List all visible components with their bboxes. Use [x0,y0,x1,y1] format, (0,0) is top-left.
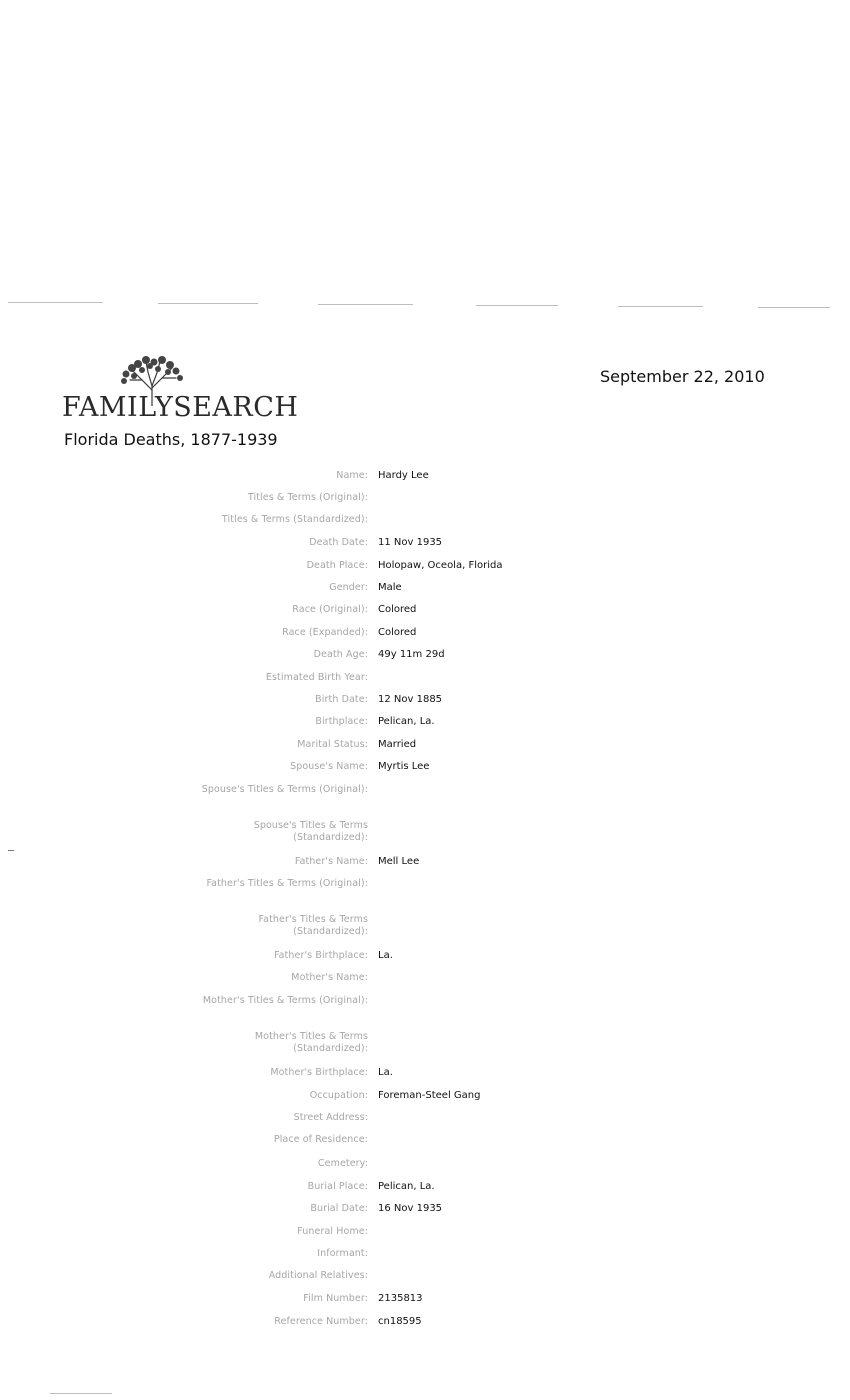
field-label: Place of Residence: [273,1134,368,1145]
field-label: Race (Expanded): [282,627,368,638]
field-label: Father's Titles & Terms (Standardized): [258,914,368,937]
field-label: Titles & Terms (Original): [247,492,368,503]
field-label: Marital Status: [297,739,368,750]
logo-wordmark: FAMILYSEARCH [62,392,299,423]
field-label: Mother's Name: [291,972,368,983]
field-value: 49y 11m 29d [378,649,445,660]
field-value: Foreman-Steel Gang [378,1090,481,1101]
field-value: 12 Nov 1885 [378,694,443,705]
field-label: Funeral Home: [297,1226,368,1237]
field-value: cn18595 [378,1316,422,1327]
field-label: Gender: [329,582,368,593]
field-label: Estimated Birth Year: [265,672,368,683]
field-label: Cemetery: [317,1158,368,1169]
field-value: Married [378,739,417,750]
field-label: Informant: [317,1248,368,1259]
field-label: Spouse's Titles & Terms (Original): [201,784,368,795]
field-label: Birth Date: [315,694,368,705]
field-label: Death Date: [309,537,368,548]
field-value: Colored [378,604,417,615]
field-value: Mell Lee [378,856,420,867]
field-label: Death Age: [313,649,368,660]
field-label: Birthplace: [315,716,368,727]
field-label: Father's Birthplace: [273,950,368,961]
field-label: Film Number: [303,1293,368,1304]
field-value: 11 Nov 1935 [378,537,443,548]
field-label: Father's Titles & Terms (Original): [206,878,368,889]
field-value: La. [378,950,393,961]
field-label: Additional Relatives: [268,1270,368,1281]
field-value: La. [378,1067,393,1078]
field-value: Pelican, La. [378,716,435,727]
field-label: Burial Place: [307,1181,368,1192]
field-label: Race (Original): [292,604,368,615]
field-value: 16 Nov 1935 [378,1203,443,1214]
field-label: Mother's Titles & Terms (Original): [202,995,368,1006]
print-date: September 22, 2010 [600,367,765,386]
field-value: Hardy Lee [378,470,429,481]
field-label: Burial Date: [310,1203,368,1214]
field-label: Spouse's Name: [290,761,368,772]
field-label: Mother's Titles & Terms (Standardized): [254,1031,368,1054]
field-value: 2135813 [378,1293,423,1304]
field-label: Spouse's Titles & Terms (Standardized): [253,820,368,843]
field-label: Name: [336,470,368,481]
field-label: Titles & Terms (Standardized): [221,514,368,525]
field-value: Male [378,582,402,593]
field-label: Mother's Birthplace: [270,1067,368,1078]
collection-title: Florida Deaths, 1877-1939 [64,430,278,449]
field-label: Father's Name: [294,856,368,867]
field-label: Occupation: [309,1090,368,1101]
field-value: Pelican, La. [378,1181,435,1192]
field-value: Myrtis Lee [378,761,430,772]
field-label: Death Place: [306,560,368,571]
field-value: Colored [378,627,417,638]
field-label: Reference Number: [274,1316,368,1327]
field-label: Street Address: [293,1112,368,1123]
field-value: Holopaw, Oceola, Florida [378,560,503,571]
